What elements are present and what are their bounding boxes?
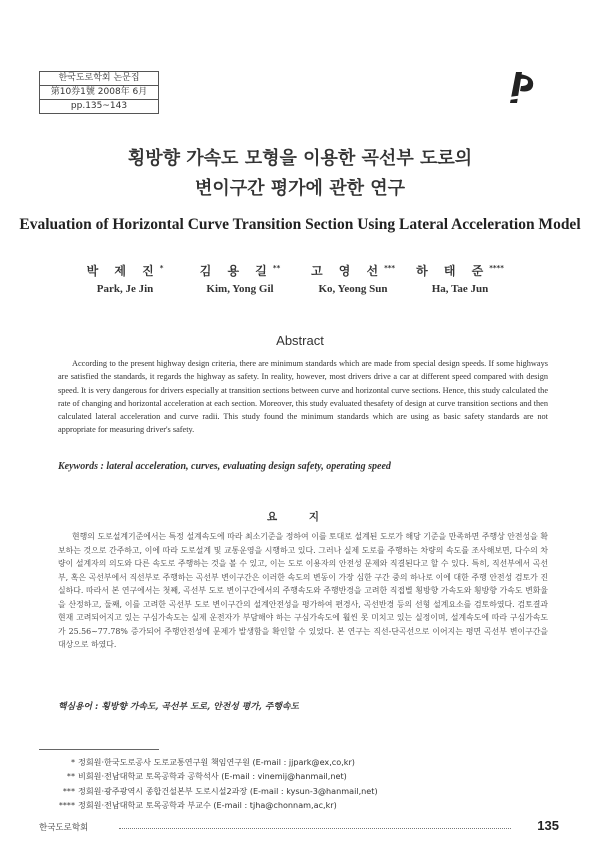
author-4-name-ko: 하 태 준 [416, 264, 490, 278]
abstract-body: According to the present highway design criteria, there are minimum standards which are made from special design speeds. If some highways are satisfied the standards, it regards the highway as safety. In reality, however, most drivers drive a car at different speed compared with design speed. It is very dangerous for drivers especially at transition sections between curve and horizontal curve sections. Hence, this study calculated the rate of changing and horizontal acceleration at each section. Moreover, this study evaluated thesafety of design at curve transition sections and then calculated lateral acceleration and curve radii. This study found the minimum standards which are using as basic safety standards are not appropriate for measuring driver's safety. [58, 359, 548, 435]
author-1 [65, 262, 185, 295]
author-1-mark: * [159, 264, 164, 272]
page-footer [39, 819, 559, 835]
summary-korean-heading: 요 지 [267, 511, 333, 523]
author-3-mark: *** [384, 264, 396, 272]
author-3-name-en: Ko, Yeong Sun [318, 283, 388, 295]
footnote-2 [39, 769, 519, 783]
journal-info-box [39, 71, 159, 114]
page-number: 135 [537, 818, 559, 833]
author-3-name-ko: 고 영 선 [310, 264, 385, 278]
footnote-3-text: 정회원·광주광역시 종합건설본부 도로시설2과장 (E-mail : kysun-3@hanmail,net) [78, 785, 378, 796]
footnote-4 [39, 798, 519, 812]
footnote-4-text: 정회원·전남대학교 토목공학과 부교수 (E-mail : tjha@chonnam,ac,kr) [78, 800, 337, 811]
footer-society-name: 한국도로학회 [39, 823, 89, 833]
footnotes [39, 755, 519, 813]
author-1-name-ko: 박 제 진 [86, 264, 160, 278]
footnote-3 [39, 784, 519, 798]
journal-volume: 第10券1號 2008年 6月 [40, 86, 158, 100]
footnote-2-mark: ** [66, 771, 75, 782]
journal-pages: pp.135~143 [70, 101, 128, 111]
summary-korean-body: 현행의 도로설계기준에서는 특정 설계속도에 따라 최소기준을 정하여 이를 토대로 설계된 도로가 해당 기준을 만족하면 주행상 안전성을 확보하는 것으로 간주하고, 이에 따라 도로설계 및 교통운영을 시행하고 있다. 그러나 실제 도로를 주행하는 차량의 속도를 조사해보면, 다수의 차량이 설계자의 의도와 다른 속도로 주행하는 것을 볼 수 있고, 이는 도로 이용자의 안전성 문제와 직결된다고 할 수 있다. 특히, 직선부에서 곡선부, 혹은 곡선부에서 직선부로 주행하는 곡선부 변이구간은 이러한 속도의 변동이 가장 심한 구간 중의 하나로 이에 대한 주행 안전성 검토가 진실하다. 따라서 본 연구에서는 첫째, 곡선부 도로 변이구간에서의 주행속도와 주행반경을 고려한 직접별 횡방향 가속도와 횡방향 가속도 변화율을 산정하고, 둘째, 이를 고려한 곡선부 도로 변이구간의 설계안전성을 평가하여 편경사, 곡선반경 등의 선형 설계요소를 검토하였다. 검토결과 현재 고려되어지고 있는 구심가속도는 실제 운전자가 부담해야 하는 구심가속도에 훨씬 못 미치고 있는 실정이며, 설계속도에 따라 구심가속도가 25.56~77.78% 증가되어 주행안전성에 문제가 발생함을 확인할 수 있었다. 본 연구는 직선-단곡선으로 이어지는 평면 곡선부 변이구간을 대상으로 하였다. [58, 532, 548, 649]
footnote-divider [39, 749, 159, 750]
author-2-name-en: Kim, Yong Gil [206, 283, 274, 295]
author-1-name-en: Park, Je Jin [96, 283, 154, 295]
journal-name: 한국도로학회 논문집 [40, 72, 158, 86]
abstract-heading: Abstract [276, 333, 324, 348]
footnote-1 [39, 755, 519, 769]
author-4 [400, 262, 520, 295]
keywords-korean: 핵심용어 : 횡방향 가속도, 곡선부 도로, 안전성 평가, 주행속도 [58, 702, 299, 712]
author-2-name-ko: 김 용 길 [199, 264, 273, 278]
keywords-english: Keywords : lateral acceleration, curves, evaluating design safety, operating speed [58, 461, 391, 472]
footer-dotted-leader [119, 828, 511, 829]
footnote-3-mark: *** [62, 785, 75, 796]
title-korean-line-2: 변이구간 평가에 관한 연구 [194, 178, 406, 199]
author-2-mark: ** [272, 264, 281, 272]
title-korean-line-1: 횡방향 가속도 모형을 이용한 곡선부 도로의 [127, 148, 473, 169]
author-2 [180, 262, 300, 295]
title-english: Evaluation of Horizontal Curve Transition Section Using Lateral Acceleration Model [19, 216, 581, 233]
author-3 [293, 262, 413, 295]
author-4-name-en: Ha, Tae Jun [431, 283, 489, 295]
footnote-4-mark: **** [58, 800, 75, 811]
society-logo-icon [507, 70, 537, 104]
footnote-2-text: 비회원·전남대학교 토목공학과 공학석사 (E-mail : vinemij@hanmail,net) [78, 771, 347, 782]
footnote-1-mark: * [70, 757, 75, 767]
author-4-mark: **** [489, 264, 504, 272]
footnote-1-text: 정회원·한국도로공사 도로교통연구원 책임연구원 (E-mail : jjpark@ex,co,kr) [78, 757, 355, 767]
